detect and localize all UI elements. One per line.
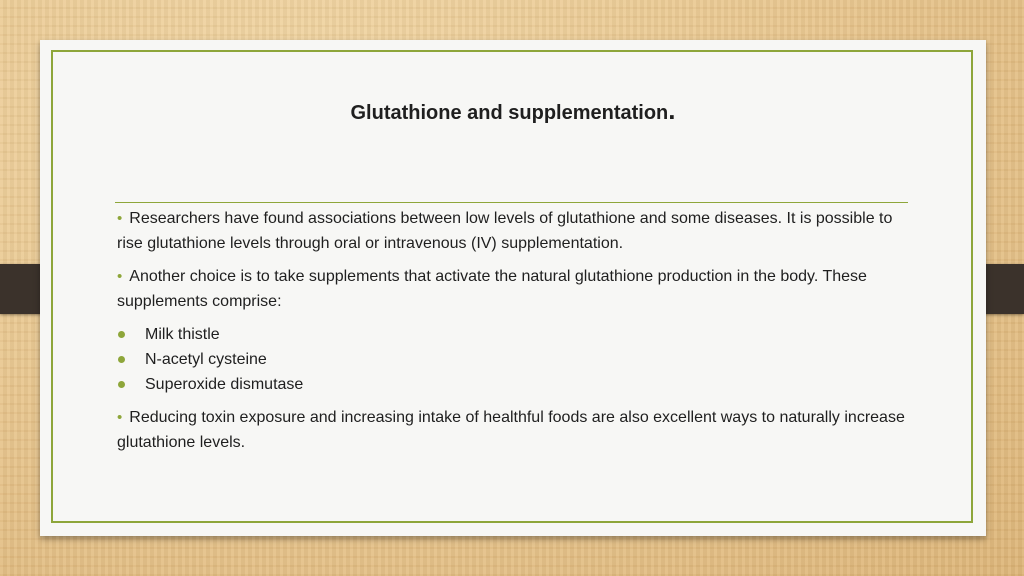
slide-card: [40, 40, 986, 536]
paragraph-another-choice: [117, 264, 907, 314]
supplements-list: [117, 322, 907, 397]
list-item-text: Superoxide dismutase: [145, 376, 304, 393]
slide-title: [40, 95, 986, 125]
slide-body: [117, 206, 907, 463]
bullet-dot-icon: [118, 356, 125, 363]
list-item-text: Milk thistle: [145, 326, 220, 343]
bullet-dot-icon: [118, 381, 125, 388]
title-divider: [115, 202, 908, 203]
paragraph-text: Reducing toxin exposure and increasing intake of healthful foods are also excellent ways to naturally increase glutathione levels.: [117, 409, 905, 451]
list-item: [117, 347, 907, 372]
list-item: [117, 372, 907, 397]
bullet-icon: •: [117, 268, 123, 285]
slide-title-text: Glutathione and supplementation: [350, 102, 669, 124]
list-item: [117, 322, 907, 347]
bullet-icon: •: [117, 409, 123, 426]
paragraph-toxin-exposure: [117, 405, 907, 455]
bullet-dot-icon: [118, 331, 125, 338]
list-item-text: N-acetyl cysteine: [145, 351, 267, 368]
slide-title-suffix: .: [668, 95, 676, 125]
paragraph-text: Another choice is to take supplements that activate the natural glutathione production in the body. These supplements comprise:: [117, 268, 867, 310]
paragraph-associations: [117, 206, 907, 256]
bullet-icon: •: [117, 210, 123, 227]
paragraph-text: Researchers have found associations between low levels of glutathione and some diseases. It is possible to rise glutathione levels through oral or intravenous (IV) supplementation.: [117, 210, 893, 252]
